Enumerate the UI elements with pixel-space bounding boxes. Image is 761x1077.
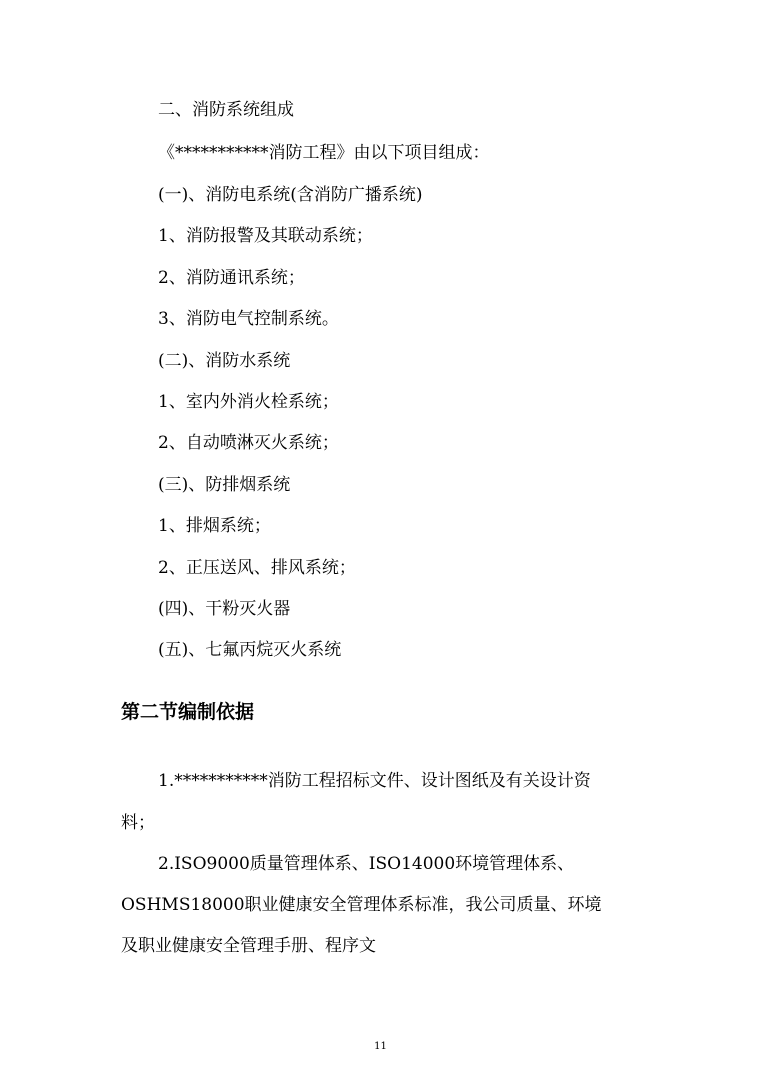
paragraph-line: 及职业健康安全管理手册、程序文 — [121, 936, 376, 956]
section-intro: 《***********消防工程》由以下项目组成： — [158, 143, 490, 163]
list-item: 2、正压送风、排风系统； — [158, 558, 356, 578]
section-title: 二、消防系统组成 — [158, 100, 294, 120]
list-item: (四)、干粉灭火器 — [158, 599, 291, 619]
list-item: 3、消防电气控制系统。 — [158, 309, 339, 329]
paragraph-line: 料； — [121, 813, 155, 833]
list-item: (五)、七氟丙烷灭火系统 — [158, 640, 342, 660]
section-heading: 第二节编制依据 — [121, 701, 255, 723]
page-number: 11 — [374, 1041, 387, 1052]
list-item: 2、自动喷淋灭火系统； — [158, 433, 339, 453]
paragraph-line: 2.ISO9000质量管理体系、ISO14000环境管理体系、 — [158, 854, 575, 874]
list-item: 1、排烟系统； — [158, 516, 271, 536]
list-item: 2、消防通讯系统； — [158, 268, 305, 288]
paragraph-line: 1.***********消防工程招标文件、设计图纸及有关设计资 — [158, 771, 591, 791]
paragraph-line: OSHMS18000职业健康安全管理体系标准，我公司质量、环境 — [121, 895, 602, 915]
list-item: 1、消防报警及其联动系统； — [158, 226, 373, 246]
list-item: (二)、消防水系统 — [158, 351, 291, 371]
list-item: 1、室内外消火栓系统； — [158, 392, 339, 412]
list-item: (一)、消防电系统(含消防广播系统) — [158, 185, 423, 205]
list-item: (三)、防排烟系统 — [158, 475, 291, 495]
